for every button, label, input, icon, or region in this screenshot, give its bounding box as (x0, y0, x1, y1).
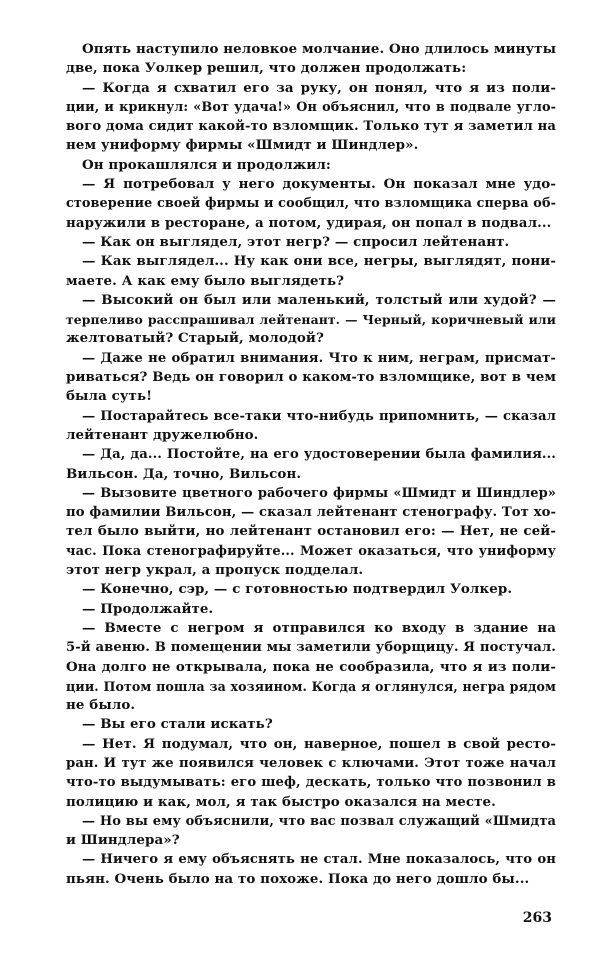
text-line: наружили в ресторане, а потом, удирая, он попал в подвал... (66, 214, 552, 231)
text-line: — Как он выглядел, этот негр? — спросил лейтенант. (82, 233, 510, 250)
text-line: пьян. Очень было на то похоже. Пока до него дошло бы... (66, 870, 530, 887)
text-line: нем униформу фирмы «Шмидт и Шиндлер». (66, 137, 419, 154)
text-line: — Да, да... Постойте, на его удостоверении была фамилия... (82, 447, 556, 463)
text-line: — Конечно, сэр, — с готовностью подтвердил Уолкер. (82, 581, 513, 598)
text-line: — Постарайтесь все-таки что-нибудь припомнить, — сказал (82, 408, 556, 424)
text-line: этот негр украл, а пропуск подделал. (66, 562, 364, 579)
text-line: Вильсон. Да, точно, Вильсон. (66, 465, 302, 482)
text-line: тел было выйти, но лейтенант остановил его: — Нет, не сей- (66, 523, 556, 540)
text-line: — Высокий он был или маленький, толстый или худой? — (82, 291, 556, 308)
text-line: лейтенант дружелюбно. (66, 426, 259, 443)
text-line: — Когда я схватил его за руку, он понял, что я из поли- (82, 79, 556, 96)
text-line: риваться? Ведь он говорил о каком-то взломщике, вот в чем (66, 369, 557, 386)
text-line: не было. (66, 697, 136, 714)
text-line: — Нет. Я подумал, что он, наверное, пошел в свой ресто- (82, 735, 556, 752)
text-line: желтоватый? Старый, молодой? (66, 330, 324, 347)
text-line: Он прокашлялся и продолжил: (82, 156, 331, 173)
text-line: ции. Потом пошла за хозяином. Когда я оглянулся, негра рядом (66, 678, 556, 694)
body-text (66, 40, 556, 889)
text-line: — Продолжайте. (82, 600, 214, 617)
text-line: — Но вы ему объяснили, что вас позвал служащий «Шмидта (82, 813, 556, 829)
text-line: Она долго не открывала, пока не сообразила, что я из поли- (66, 658, 556, 675)
text-line: — Вызовите цветного рабочего фирмы «Шмидт и Шиндлер» (82, 485, 556, 501)
page-number: 263 (522, 910, 552, 926)
text-line: Опять наступило неловкое молчание. Оно длилось минуты (82, 41, 557, 57)
text-line: — Вместе с негром я отправился ко входу в здание на (82, 619, 556, 636)
text-line: и Шиндлера»? (66, 832, 180, 849)
text-line: — Ничего я ему объяснять не стал. Мне показалось, что он (82, 852, 556, 868)
text-line: ции, и крикнул: «Вот удача!» Он объяснил, что в подвале угло- (66, 99, 556, 115)
text-line: две, пока Уолкер решил, что должен продолжать: (66, 60, 467, 77)
text-line: ран. И тут же появился человек с ключами. Этот тоже начал (66, 755, 556, 771)
text-line: 5-й авеню. В помещении мы заметили уборщицу. Я постучал. (66, 640, 556, 656)
text-line: — Вы его стали искать? (82, 716, 273, 733)
text-line: стоверение своей фирмы и сообщил, что взломщика сперва об- (66, 196, 556, 212)
text-line: — Даже не обратил внимания. Что к ним, неграм, присмат- (82, 350, 556, 366)
text-line: маете. А как ему было выглядеть? (66, 272, 345, 289)
text-line: — Как выглядел... Ну как они все, негры, выглядят, пони- (82, 253, 556, 270)
text-line: полицию и как, мол, я так быстро оказался на месте. (66, 793, 496, 810)
text-line: час. Пока стенографируйте... Может оказаться, что униформу (66, 543, 556, 559)
text-line: терпеливо расспрашивал лейтенант. — Черный, коричневый или (66, 312, 556, 328)
text-line: что-то выдумывать: его шеф, дескать, только что позвонил в (66, 775, 556, 791)
text-line: — Я потребовал у него документы. Он показал мне удо- (82, 176, 556, 193)
text-line: вого дома сидит какой-то взломщик. Только тут я заметил на (66, 119, 556, 135)
text-line: по фамилии Вильсон, — сказал лейтенант стенографу. Тот хо- (66, 505, 557, 521)
text-line: была суть! (66, 388, 153, 405)
